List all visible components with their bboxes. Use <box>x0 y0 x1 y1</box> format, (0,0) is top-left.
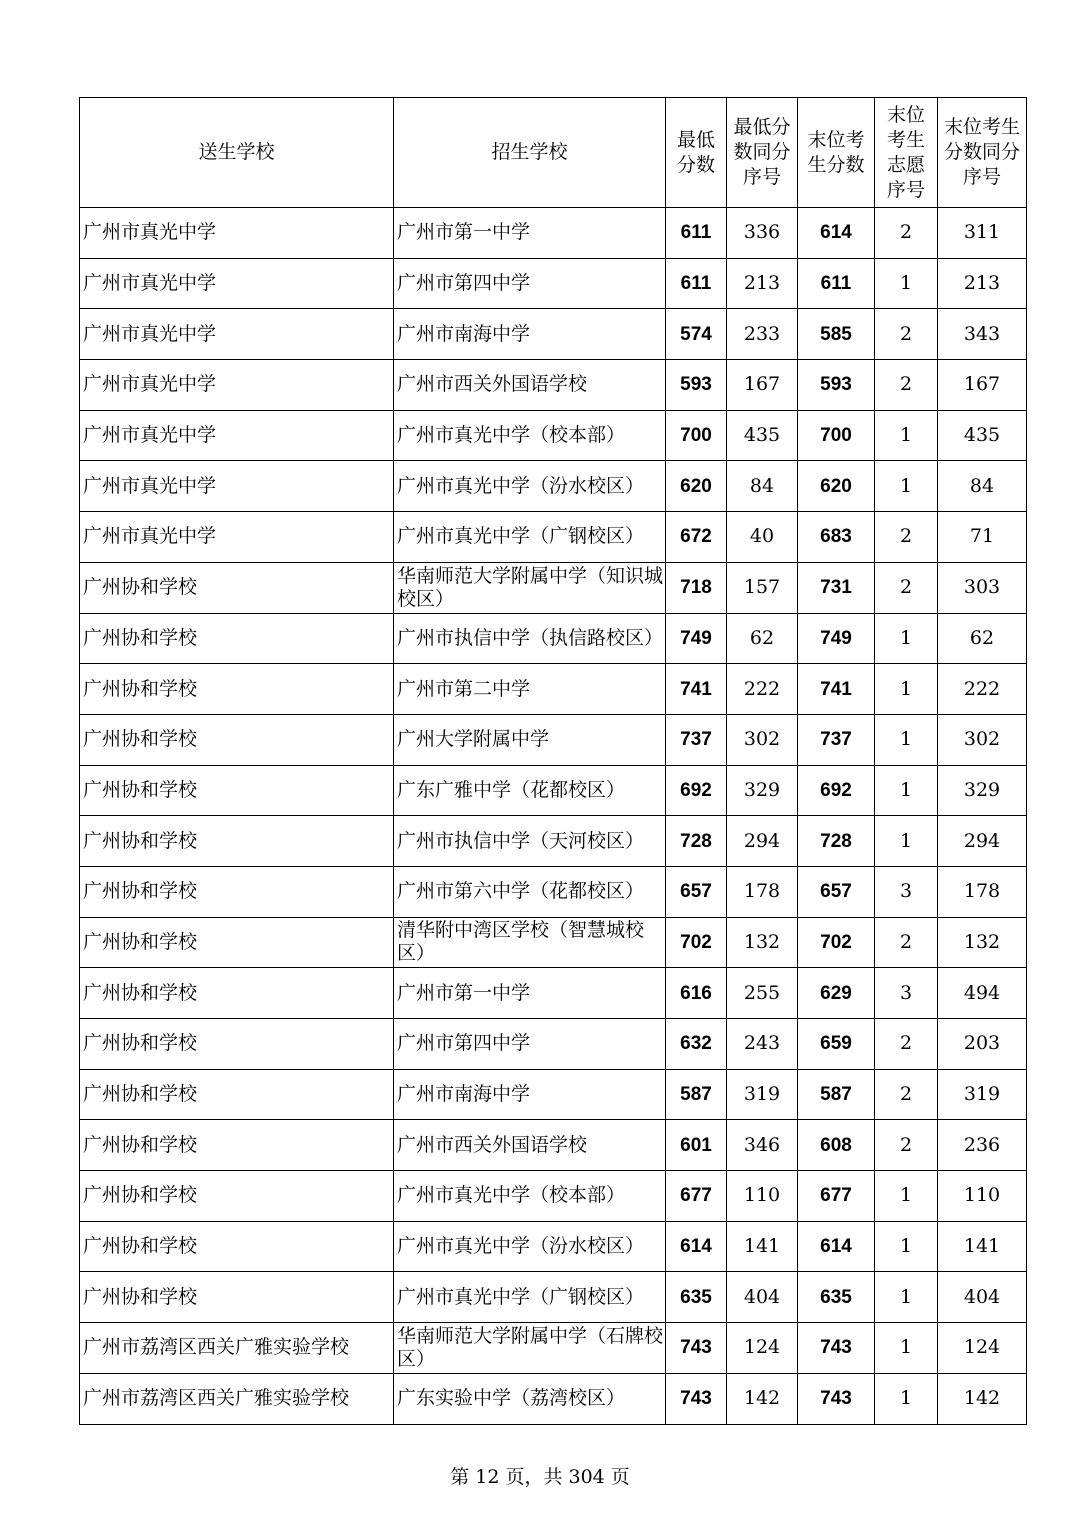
cell-send-school: 广州协和学校 <box>80 866 394 917</box>
cell-min-score: 657 <box>666 866 727 917</box>
cell-min-score-rank: 255 <box>727 968 798 1019</box>
cell-last-wish: 2 <box>875 1019 938 1070</box>
cell-last-score: 611 <box>798 258 875 309</box>
cell-min-score: 601 <box>666 1120 727 1171</box>
cell-min-score: 611 <box>666 208 727 259</box>
cell-send-school: 广州协和学校 <box>80 1221 394 1272</box>
cell-last-wish: 1 <box>875 664 938 715</box>
cell-recruit-school: 广州市第四中学 <box>394 1019 666 1070</box>
table-row <box>80 968 1027 1019</box>
cell-recruit-school: 清华附中湾区学校（智慧城校区） <box>394 917 666 968</box>
cell-min-score: 614 <box>666 1221 727 1272</box>
cell-min-score: 728 <box>666 816 727 867</box>
cell-last-score: 737 <box>798 714 875 765</box>
cell-recruit-school: 华南师范大学附属中学（石牌校区） <box>394 1323 666 1374</box>
table-row <box>80 410 1027 461</box>
cell-min-score: 741 <box>666 664 727 715</box>
cell-last-wish: 1 <box>875 714 938 765</box>
table-body <box>80 208 1027 1425</box>
cell-last-rank: 124 <box>938 1323 1027 1374</box>
cell-min-score-rank: 40 <box>727 512 798 563</box>
cell-last-score: 700 <box>798 410 875 461</box>
cell-min-score-rank: 132 <box>727 917 798 968</box>
cell-min-score: 616 <box>666 968 727 1019</box>
cell-recruit-school: 广州市真光中学（校本部） <box>394 410 666 461</box>
cell-min-score-rank: 62 <box>727 613 798 664</box>
cell-last-rank: 141 <box>938 1221 1027 1272</box>
cell-send-school: 广州协和学校 <box>80 714 394 765</box>
cell-recruit-school: 华南师范大学附属中学（知识城校区） <box>394 562 666 613</box>
cell-last-wish: 2 <box>875 360 938 411</box>
cell-last-rank: 71 <box>938 512 1027 563</box>
table-row <box>80 1221 1027 1272</box>
cell-min-score-rank: 404 <box>727 1272 798 1323</box>
cell-last-score: 614 <box>798 208 875 259</box>
cell-last-rank: 213 <box>938 258 1027 309</box>
cell-send-school: 广州市真光中学 <box>80 512 394 563</box>
cell-last-rank: 236 <box>938 1120 1027 1171</box>
header-last-wish: 末位考生志愿序号 <box>875 98 938 208</box>
cell-recruit-school: 广州市第六中学（花都校区） <box>394 866 666 917</box>
cell-last-wish: 1 <box>875 1373 938 1424</box>
cell-last-score: 620 <box>798 461 875 512</box>
cell-last-rank: 311 <box>938 208 1027 259</box>
cell-recruit-school: 广州市真光中学（汾水校区） <box>394 1221 666 1272</box>
cell-last-rank: 435 <box>938 410 1027 461</box>
cell-send-school: 广州市真光中学 <box>80 410 394 461</box>
cell-last-wish: 1 <box>875 816 938 867</box>
table-row <box>80 1272 1027 1323</box>
cell-min-score-rank: 435 <box>727 410 798 461</box>
cell-min-score: 620 <box>666 461 727 512</box>
table-row <box>80 1120 1027 1171</box>
table-row <box>80 1323 1027 1374</box>
cell-send-school: 广州市荔湾区西关广雅实验学校 <box>80 1373 394 1424</box>
cell-last-rank: 84 <box>938 461 1027 512</box>
cell-last-rank: 319 <box>938 1069 1027 1120</box>
cell-last-wish: 2 <box>875 309 938 360</box>
cell-min-score: 672 <box>666 512 727 563</box>
table-row <box>80 613 1027 664</box>
cell-recruit-school: 广州市西关外国语学校 <box>394 1120 666 1171</box>
cell-last-score: 743 <box>798 1323 875 1374</box>
cell-last-rank: 222 <box>938 664 1027 715</box>
cell-min-score-rank: 329 <box>727 765 798 816</box>
cell-min-score-rank: 346 <box>727 1120 798 1171</box>
table-row <box>80 360 1027 411</box>
cell-last-rank: 167 <box>938 360 1027 411</box>
table-row <box>80 714 1027 765</box>
cell-last-rank: 178 <box>938 866 1027 917</box>
cell-send-school: 广州协和学校 <box>80 968 394 1019</box>
table-row <box>80 461 1027 512</box>
cell-last-wish: 1 <box>875 461 938 512</box>
cell-send-school: 广州市真光中学 <box>80 309 394 360</box>
cell-min-score-rank: 110 <box>727 1171 798 1222</box>
cell-last-rank: 294 <box>938 816 1027 867</box>
cell-recruit-school: 广州市第一中学 <box>394 208 666 259</box>
cell-min-score-rank: 233 <box>727 309 798 360</box>
cell-min-score-rank: 167 <box>727 360 798 411</box>
cell-last-wish: 3 <box>875 866 938 917</box>
cell-last-wish: 2 <box>875 1069 938 1120</box>
cell-last-wish: 2 <box>875 512 938 563</box>
cell-last-score: 728 <box>798 816 875 867</box>
cell-last-wish: 3 <box>875 968 938 1019</box>
cell-last-score: 614 <box>798 1221 875 1272</box>
cell-last-score: 749 <box>798 613 875 664</box>
cell-min-score: 587 <box>666 1069 727 1120</box>
cell-last-rank: 142 <box>938 1373 1027 1424</box>
cell-last-rank: 404 <box>938 1272 1027 1323</box>
header-last-rank: 末位考生分数同分序号 <box>938 98 1027 208</box>
cell-last-rank: 203 <box>938 1019 1027 1070</box>
cell-last-rank: 302 <box>938 714 1027 765</box>
cell-last-score: 731 <box>798 562 875 613</box>
cell-recruit-school: 广州市第一中学 <box>394 968 666 1019</box>
cell-send-school: 广州协和学校 <box>80 1272 394 1323</box>
cell-last-score: 585 <box>798 309 875 360</box>
cell-min-score-rank: 294 <box>727 816 798 867</box>
cell-last-score: 659 <box>798 1019 875 1070</box>
cell-recruit-school: 广州市西关外国语学校 <box>394 360 666 411</box>
cell-min-score-rank: 157 <box>727 562 798 613</box>
cell-send-school: 广州协和学校 <box>80 765 394 816</box>
cell-last-wish: 1 <box>875 1272 938 1323</box>
cell-send-school: 广州协和学校 <box>80 664 394 715</box>
cell-min-score: 737 <box>666 714 727 765</box>
cell-last-score: 629 <box>798 968 875 1019</box>
cell-min-score-rank: 178 <box>727 866 798 917</box>
header-min-score: 最低分数 <box>666 98 727 208</box>
table-row <box>80 816 1027 867</box>
table-row <box>80 562 1027 613</box>
cell-min-score: 743 <box>666 1373 727 1424</box>
cell-last-wish: 1 <box>875 1171 938 1222</box>
header-min-score-rank: 最低分数同分序号 <box>727 98 798 208</box>
cell-min-score: 702 <box>666 917 727 968</box>
cell-last-wish: 2 <box>875 562 938 613</box>
cell-last-rank: 494 <box>938 968 1027 1019</box>
cell-min-score: 692 <box>666 765 727 816</box>
cell-send-school: 广州市真光中学 <box>80 461 394 512</box>
cell-min-score-rank: 213 <box>727 258 798 309</box>
cell-send-school: 广州市荔湾区西关广雅实验学校 <box>80 1323 394 1374</box>
cell-last-score: 657 <box>798 866 875 917</box>
cell-last-rank: 303 <box>938 562 1027 613</box>
cell-last-wish: 1 <box>875 613 938 664</box>
cell-recruit-school: 广州市执信中学（天河校区） <box>394 816 666 867</box>
header-recruit-school: 招生学校 <box>394 98 666 208</box>
cell-last-wish: 2 <box>875 917 938 968</box>
cell-last-rank: 62 <box>938 613 1027 664</box>
cell-recruit-school: 广州市南海中学 <box>394 1069 666 1120</box>
cell-recruit-school: 广州市南海中学 <box>394 309 666 360</box>
cell-min-score: 743 <box>666 1323 727 1374</box>
cell-min-score-rank: 124 <box>727 1323 798 1374</box>
cell-send-school: 广州协和学校 <box>80 1120 394 1171</box>
cell-min-score: 749 <box>666 613 727 664</box>
cell-min-score: 611 <box>666 258 727 309</box>
table-row <box>80 664 1027 715</box>
table-row <box>80 765 1027 816</box>
cell-last-score: 593 <box>798 360 875 411</box>
cell-last-score: 683 <box>798 512 875 563</box>
header-last-score: 末位考生分数 <box>798 98 875 208</box>
cell-last-score: 635 <box>798 1272 875 1323</box>
cell-min-score-rank: 243 <box>727 1019 798 1070</box>
cell-min-score: 574 <box>666 309 727 360</box>
cell-recruit-school: 广东实验中学（荔湾校区） <box>394 1373 666 1424</box>
table-row <box>80 1373 1027 1424</box>
header-send-school: 送生学校 <box>80 98 394 208</box>
cell-min-score-rank: 84 <box>727 461 798 512</box>
cell-send-school: 广州协和学校 <box>80 1019 394 1070</box>
cell-last-rank: 329 <box>938 765 1027 816</box>
cell-last-score: 692 <box>798 765 875 816</box>
cell-last-wish: 1 <box>875 1221 938 1272</box>
cell-send-school: 广州协和学校 <box>80 1171 394 1222</box>
cell-recruit-school: 广州市第四中学 <box>394 258 666 309</box>
cell-last-wish: 1 <box>875 1323 938 1374</box>
cell-min-score: 700 <box>666 410 727 461</box>
cell-min-score: 718 <box>666 562 727 613</box>
cell-recruit-school: 广州市第二中学 <box>394 664 666 715</box>
cell-min-score: 635 <box>666 1272 727 1323</box>
cell-min-score-rank: 336 <box>727 208 798 259</box>
cell-send-school: 广州协和学校 <box>80 917 394 968</box>
table-row <box>80 917 1027 968</box>
cell-send-school: 广州协和学校 <box>80 816 394 867</box>
cell-send-school: 广州协和学校 <box>80 1069 394 1120</box>
cell-last-rank: 343 <box>938 309 1027 360</box>
table-row <box>80 1019 1027 1070</box>
cell-min-score-rank: 302 <box>727 714 798 765</box>
cell-last-rank: 132 <box>938 917 1027 968</box>
cell-recruit-school: 广州市真光中学（汾水校区） <box>394 461 666 512</box>
cell-send-school: 广州协和学校 <box>80 613 394 664</box>
table-row <box>80 208 1027 259</box>
cell-send-school: 广州协和学校 <box>80 562 394 613</box>
cell-last-score: 587 <box>798 1069 875 1120</box>
page-footer: 第 12 页，共 304 页 <box>450 1466 630 1488</box>
cell-last-wish: 2 <box>875 1120 938 1171</box>
table-row <box>80 1171 1027 1222</box>
cell-last-rank: 110 <box>938 1171 1027 1222</box>
cell-last-wish: 1 <box>875 765 938 816</box>
cell-last-wish: 1 <box>875 410 938 461</box>
cell-min-score-rank: 141 <box>727 1221 798 1272</box>
cell-last-score: 702 <box>798 917 875 968</box>
admission-table-container <box>79 97 1026 1425</box>
cell-min-score: 632 <box>666 1019 727 1070</box>
cell-send-school: 广州市真光中学 <box>80 208 394 259</box>
cell-last-score: 741 <box>798 664 875 715</box>
table-row <box>80 309 1027 360</box>
cell-last-score: 608 <box>798 1120 875 1171</box>
cell-recruit-school: 广州市真光中学（广钢校区） <box>394 1272 666 1323</box>
cell-min-score-rank: 319 <box>727 1069 798 1120</box>
cell-send-school: 广州市真光中学 <box>80 360 394 411</box>
cell-last-wish: 2 <box>875 208 938 259</box>
cell-recruit-school: 广东广雅中学（花都校区） <box>394 765 666 816</box>
cell-min-score-rank: 222 <box>727 664 798 715</box>
table-row <box>80 1069 1027 1120</box>
table-row <box>80 866 1027 917</box>
cell-last-wish: 1 <box>875 258 938 309</box>
table-row <box>80 512 1027 563</box>
cell-last-score: 743 <box>798 1373 875 1424</box>
cell-recruit-school: 广州市执信中学（执信路校区） <box>394 613 666 664</box>
cell-recruit-school: 广州市真光中学（校本部） <box>394 1171 666 1222</box>
table-row <box>80 258 1027 309</box>
cell-recruit-school: 广州大学附属中学 <box>394 714 666 765</box>
cell-recruit-school: 广州市真光中学（广钢校区） <box>394 512 666 563</box>
cell-min-score: 593 <box>666 360 727 411</box>
admission-table <box>79 97 1027 1425</box>
cell-min-score-rank: 142 <box>727 1373 798 1424</box>
cell-min-score: 677 <box>666 1171 727 1222</box>
header-row <box>80 98 1027 208</box>
cell-send-school: 广州市真光中学 <box>80 258 394 309</box>
cell-last-score: 677 <box>798 1171 875 1222</box>
